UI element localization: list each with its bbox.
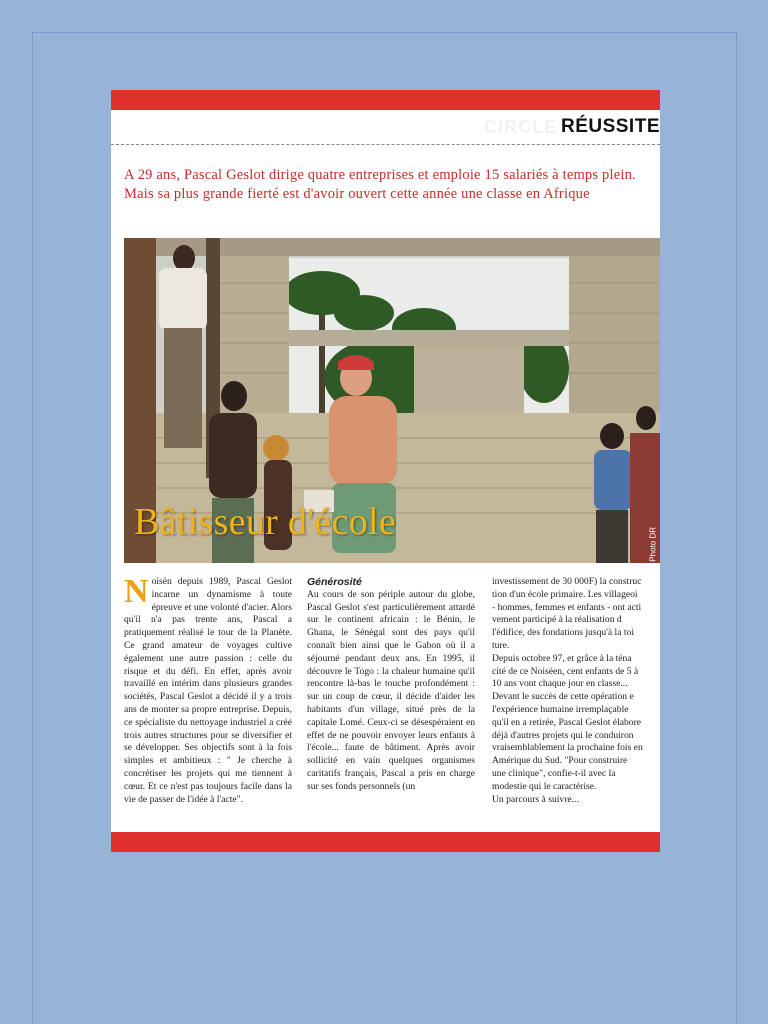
drop-cap: N — [124, 573, 149, 610]
header-rule — [111, 144, 660, 145]
column-3-line: tion d'un école primaire. Les villageoi — [492, 588, 638, 600]
column-3-line: qu'il en a retirée, Pascal Geslot élabore — [492, 716, 642, 728]
column-3-line: vement participé à la réalisation d — [492, 614, 622, 626]
article-column-2 — [307, 576, 475, 794]
column-3-line: Amérique du Sud. "Pour construire — [492, 755, 628, 767]
bottom-red-bar — [111, 832, 660, 852]
section-label: RÉUSSITE — [560, 116, 660, 137]
magazine-page — [111, 90, 660, 852]
column-3-line: investissement de 30 000F) la construc — [492, 576, 642, 587]
column-3-line: cité de ce Noiséen, cent enfants de 5 à — [492, 665, 639, 677]
column-3-line: Devant le succès de cette opération e — [492, 691, 634, 703]
column-1-text: oisën depuis 1989, Pascal Geslot incarne un dynamisme à toute épreuve et une volonté d'acier. Alors qu'il n'a pas trente ans, Pascal a pratiquement réalisé le tour de la Planète. Ce grand amateur de voyages cultive également une autre passion : celle du risque et du défi. En effet, après avoir travaillé en intérim dans plusieurs grandes sociétés, Pascal Geslot a décidé il y a trois ans de monter sa propre entreprise. Depuis, ce spécialiste du nettoyage industriel a créé trois autres structures pour se diversifier et se développer. Ses objectifs sont à la fois simples et ambitieux : " Je cherche à concrétiser les projets qui me tiennent à cœur. Et ce n'est pas toujours facile dans la vie de passer de l'idée à l'acte". — [124, 576, 292, 805]
article-lead: A 29 ans, Pascal Geslot dirige quatre entreprises et emploie 15 salariés à temps plein. Mais sa plus grande fierté est d'avoir ouvert cette année une classe en Afrique — [124, 167, 636, 202]
column-3-line: une clinique", confie-t-il avec la — [492, 767, 616, 779]
column-3-line: - hommes, femmes et enfants - ont acti — [492, 601, 642, 613]
photo-title: Bâtisseur d'école — [134, 501, 397, 543]
subheading-generosite: Générosité — [307, 576, 362, 588]
column-3-line: vraisemblablement la prochaine fois en — [492, 742, 643, 754]
article-photo — [124, 238, 660, 563]
photo-credit: Photo DR — [649, 527, 658, 562]
column-3-line: modestie qui le caractérise. — [492, 780, 597, 792]
column-3-line: l'expérience humaine irremplaçable — [492, 703, 629, 715]
column-3-line: l'édifice, des fondations jusqu'à la toi — [492, 627, 634, 639]
column-3-line: 10 ans vont chaque jour en classe... — [492, 678, 628, 690]
article-column-1 — [124, 573, 292, 806]
article-column-3 — [492, 576, 660, 806]
column-3-line: Depuis octobre 97, et grâce à la téna — [492, 652, 632, 664]
column-3-line: déjà d'autres projets qui le conduiron — [492, 729, 634, 741]
section-label-ghost: CIRCLE — [483, 116, 557, 137]
top-red-bar — [111, 90, 660, 110]
column-3-line: ture. — [492, 639, 510, 651]
column-3-line: Un parcours à suivre... — [492, 793, 579, 805]
column-2-text: Au cours de son périple autour du globe, Pascal Geslot s'est particulièrement attardé sur le continent africain : le Bénin, le Ghana, le Sénégal sont des pays qu'il connaît bien ainsi que le Gabon où il a séjourné pendant deux ans. En 1995, il découvre le Togo : la chaleur humaine qu'il rencontre là-bas le touche profondément : sur un coup de cœur, il décide d'aider les habitants d'un village, situé près de la capitale Lomé. Ceux-ci se désespéraient en effet de ne pouvoir envoyer leurs enfants à l'école... faute de bâtiment. Après avoir sollicité en vain quelques organismes caritatifs français, Pascal a pris en charge sur ses fonds personnels (un — [307, 588, 475, 792]
section-header — [484, 116, 660, 138]
